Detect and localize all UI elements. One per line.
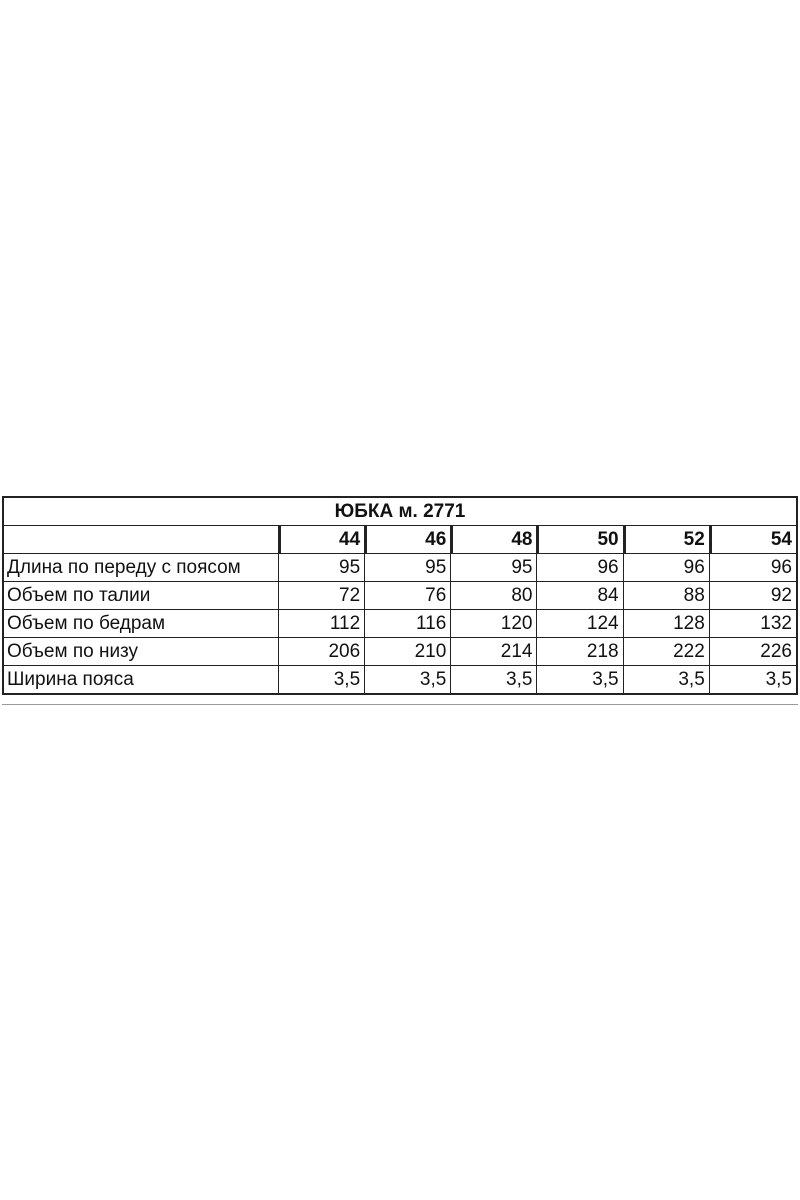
table-row — [4, 666, 796, 693]
value-cell: 218 — [537, 638, 623, 666]
value-cell: 124 — [537, 610, 623, 638]
table-row — [4, 610, 796, 638]
size-header: 46 — [365, 526, 451, 554]
header-empty-cell — [4, 526, 279, 554]
value-cell: 226 — [710, 638, 796, 666]
row-label: Объем по низу — [4, 638, 279, 666]
size-header: 48 — [451, 526, 537, 554]
value-cell: 112 — [279, 610, 365, 638]
row-label: Ширина пояса — [4, 666, 279, 693]
value-cell: 3,5 — [765, 669, 792, 690]
value-cell: 222 — [624, 638, 710, 666]
table-title: ЮБКА м. 2771 — [4, 498, 796, 526]
value-cell: 120 — [451, 610, 537, 638]
value-cell: 3,5 — [279, 666, 365, 693]
title-row — [4, 498, 796, 526]
value-cell: 96 — [537, 554, 623, 582]
value-cell: 214 — [451, 638, 537, 666]
table-row — [4, 582, 796, 610]
value-cell: 3,5 — [624, 666, 710, 693]
row-label: Длина по переду с поясом — [4, 554, 279, 582]
row-label: Объем по талии — [4, 582, 279, 610]
value-cell: 3,5 — [451, 666, 537, 693]
size-header: 44 — [279, 526, 365, 554]
value-cell: 210 — [365, 638, 451, 666]
value-cell: 116 — [365, 610, 451, 638]
value-cell: 84 — [537, 582, 623, 610]
value-cell: 92 — [710, 582, 796, 610]
value-cell: 95 — [279, 554, 365, 582]
value-cell: 96 — [710, 554, 796, 582]
value-cell: 3,5 — [365, 666, 451, 693]
size-header: 52 — [624, 526, 710, 554]
value-cell: 88 — [624, 582, 710, 610]
value-cell: 95 — [451, 554, 537, 582]
table-row — [4, 554, 796, 582]
value-cell: 95 — [365, 554, 451, 582]
size-header: 54 — [710, 526, 796, 554]
value-cell: 206 — [279, 638, 365, 666]
value-cell: 80 — [451, 582, 537, 610]
value-cell: 128 — [624, 610, 710, 638]
size-table — [2, 496, 798, 695]
value-cell: 132 — [710, 610, 796, 638]
bottom-gridline — [2, 704, 798, 705]
table-row — [4, 638, 796, 666]
size-header: 50 — [537, 526, 623, 554]
value-cell: 76 — [365, 582, 451, 610]
value-cell: 3,5 — [537, 666, 623, 693]
header-row — [4, 526, 796, 554]
row-label: Объем по бедрам — [4, 610, 279, 638]
value-cell: 72 — [279, 582, 365, 610]
value-cell: 96 — [624, 554, 710, 582]
